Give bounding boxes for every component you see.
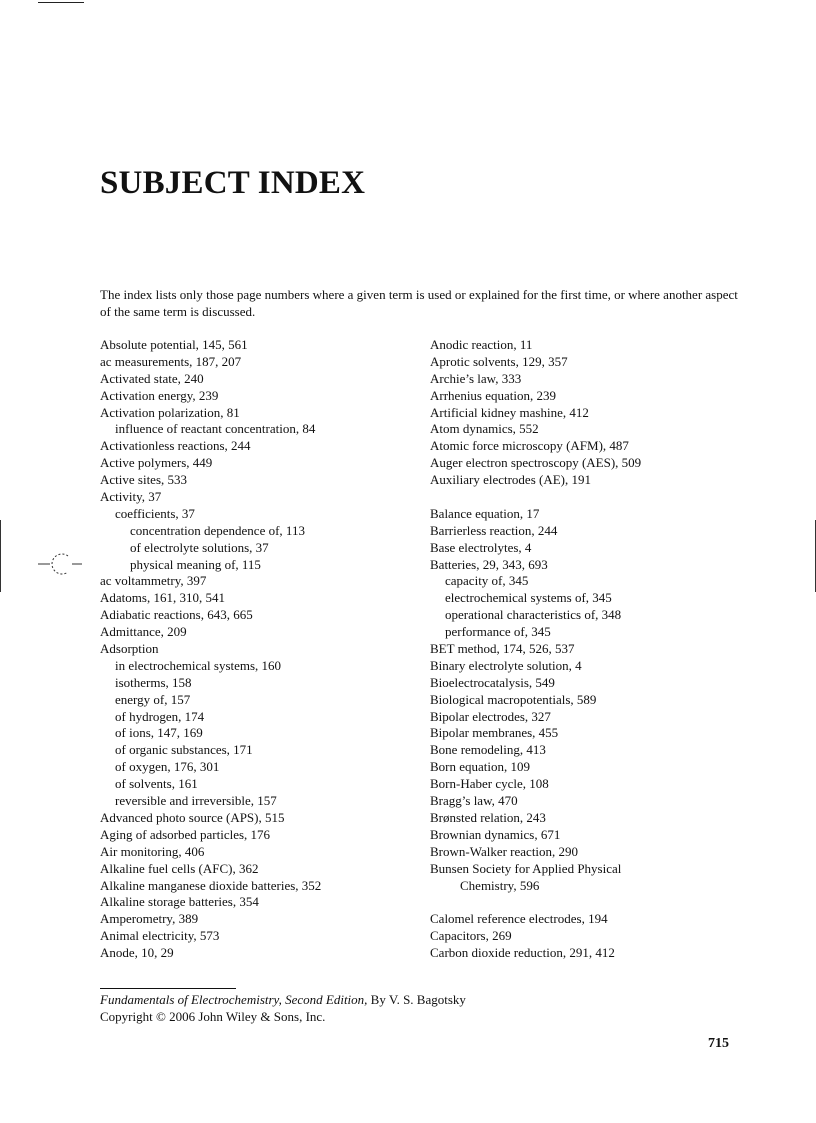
index-entry: reversible and irreversible, 157 [115, 793, 277, 809]
index-entry: Activation energy, 239 [100, 387, 219, 403]
index-entry: Carbon dioxide reduction, 291, 412 [430, 945, 615, 961]
index-entry: influence of reactant concentration, 84 [115, 421, 316, 437]
index-entry: Adatoms, 161, 310, 541 [100, 590, 225, 606]
index-entry: of oxygen, 176, 301 [115, 759, 220, 775]
index-entry: Alkaline fuel cells (AFC), 362 [100, 860, 259, 876]
index-column-left [100, 337, 321, 962]
book-citation [100, 992, 466, 1009]
index-entry: of organic substances, 171 [115, 742, 253, 758]
index-entry: Alkaline storage batteries, 354 [100, 894, 259, 910]
index-entry: Anode, 10, 29 [100, 945, 174, 961]
index-entry: Bragg’s law, 470 [430, 793, 518, 809]
index-entry: energy of, 157 [115, 691, 191, 707]
index-entry: Activity, 37 [100, 489, 162, 505]
index-entry: Active polymers, 449 [100, 455, 213, 471]
index-entry: concentration dependence of, 113 [130, 522, 305, 538]
index-entry: Batteries, 29, 343, 693 [430, 556, 548, 572]
index-entry: Adiabatic reactions, 643, 665 [100, 607, 253, 623]
page-title: SUBJECT INDEX [100, 165, 366, 201]
index-entry: Absolute potential, 145, 561 [100, 337, 248, 352]
index-letter-gap [430, 894, 641, 911]
book-author: By V. S. Bagotsky [367, 992, 466, 1007]
index-entry: performance of, 345 [445, 624, 551, 640]
index-entry: Activated state, 240 [100, 370, 204, 386]
copyright-line: Copyright © 2006 John Wiley & Sons, Inc. [100, 1008, 326, 1024]
index-entry: Artificial kidney mashine, 412 [430, 404, 589, 420]
intro-paragraph: The index lists only those page numbers where a given term is used or explained for the first time, or where another aspect of the same term is discussed. [100, 287, 738, 319]
index-entry: Auger electron spectroscopy (AES), 509 [430, 455, 642, 471]
index-entry: Bipolar electrodes, 327 [430, 708, 551, 724]
index-entry: electrochemical systems of, 345 [445, 590, 612, 606]
index-entry: Chemistry, 596 [460, 877, 540, 893]
index-entry: Born-Haber cycle, 108 [430, 776, 549, 792]
index-entry: Arrhenius equation, 239 [430, 387, 557, 403]
index-entry: BET method, 174, 526, 537 [430, 641, 575, 657]
index-entry: Born equation, 109 [430, 759, 531, 775]
top-rule [38, 2, 84, 3]
index-entry: Bunsen Society for Applied Physical [430, 860, 622, 876]
index-entry: Active sites, 533 [100, 472, 188, 488]
index-entry: Bone remodeling, 413 [430, 742, 546, 758]
index-entry: Calomel reference electrodes, 194 [430, 911, 608, 927]
index-entry: of electrolyte solutions, 37 [130, 539, 269, 555]
index-entry: physical meaning of, 115 [130, 556, 261, 572]
footnote-rule [100, 988, 236, 989]
index-entry: of ions, 147, 169 [115, 725, 203, 741]
index-entry: Auxiliary electrodes (AE), 191 [430, 472, 592, 488]
index-entry: Base electrolytes, 4 [430, 539, 532, 555]
crop-mark-left [0, 520, 1, 592]
index-entry: Aprotic solvents, 129, 357 [430, 353, 568, 369]
index-entry: Bipolar membranes, 455 [430, 725, 559, 741]
index-entry: Anodic reaction, 11 [430, 337, 533, 352]
index-entry: isotherms, 158 [115, 674, 192, 690]
book-title: Fundamentals of Electrochemistry, Second Edition, [100, 992, 368, 1007]
index-entry: Admittance, 209 [100, 624, 187, 640]
index-entry: Alkaline manganese dioxide batteries, 352 [100, 877, 322, 893]
index-entry: Atom dynamics, 552 [430, 421, 539, 437]
index-entry: Bioelectrocatalysis, 549 [430, 674, 555, 690]
footnote [100, 992, 466, 1025]
index-entry: Barrierless reaction, 244 [430, 522, 558, 538]
index-entry: Air monitoring, 406 [100, 843, 205, 859]
index-entry: Capacitors, 269 [430, 928, 512, 944]
index-column-right [430, 337, 641, 962]
index-entry: Archie’s law, 333 [430, 370, 522, 386]
index-entry: Amperometry, 389 [100, 911, 199, 927]
index-entry: Adsorption [100, 641, 159, 657]
index-entry: Aging of adsorbed particles, 176 [100, 826, 271, 842]
index-entry: Binary electrolyte solution, 4 [430, 657, 582, 673]
index-entry: Brown-Walker reaction, 290 [430, 843, 579, 859]
index-entry: of solvents, 161 [115, 776, 198, 792]
index-letter-gap [430, 489, 641, 506]
index-entry: operational characteristics of, 348 [445, 607, 622, 623]
index-entry: Brownian dynamics, 671 [430, 826, 561, 842]
index-entry: Activation polarization, 81 [100, 404, 240, 420]
index-entry: Activationless reactions, 244 [100, 438, 251, 454]
index-entry: ac measurements, 187, 207 [100, 353, 242, 369]
index-entry: Balance equation, 17 [430, 505, 540, 521]
index-entry: of hydrogen, 174 [115, 708, 205, 724]
registration-mark-icon [36, 550, 84, 578]
index-entry: Advanced photo source (APS), 515 [100, 809, 285, 825]
index-entry: coefficients, 37 [115, 505, 195, 521]
index-entry: Brønsted relation, 243 [430, 809, 546, 825]
index-entry: Biological macropotentials, 589 [430, 691, 597, 707]
index-entry: ac voltammetry, 397 [100, 573, 207, 589]
index-entry: capacity of, 345 [445, 573, 529, 589]
index-entry: Animal electricity, 573 [100, 928, 220, 944]
index-entry: Atomic force microscopy (AFM), 487 [430, 438, 629, 454]
page-number: 715 [708, 1036, 729, 1051]
index-entry: in electrochemical systems, 160 [115, 657, 282, 673]
